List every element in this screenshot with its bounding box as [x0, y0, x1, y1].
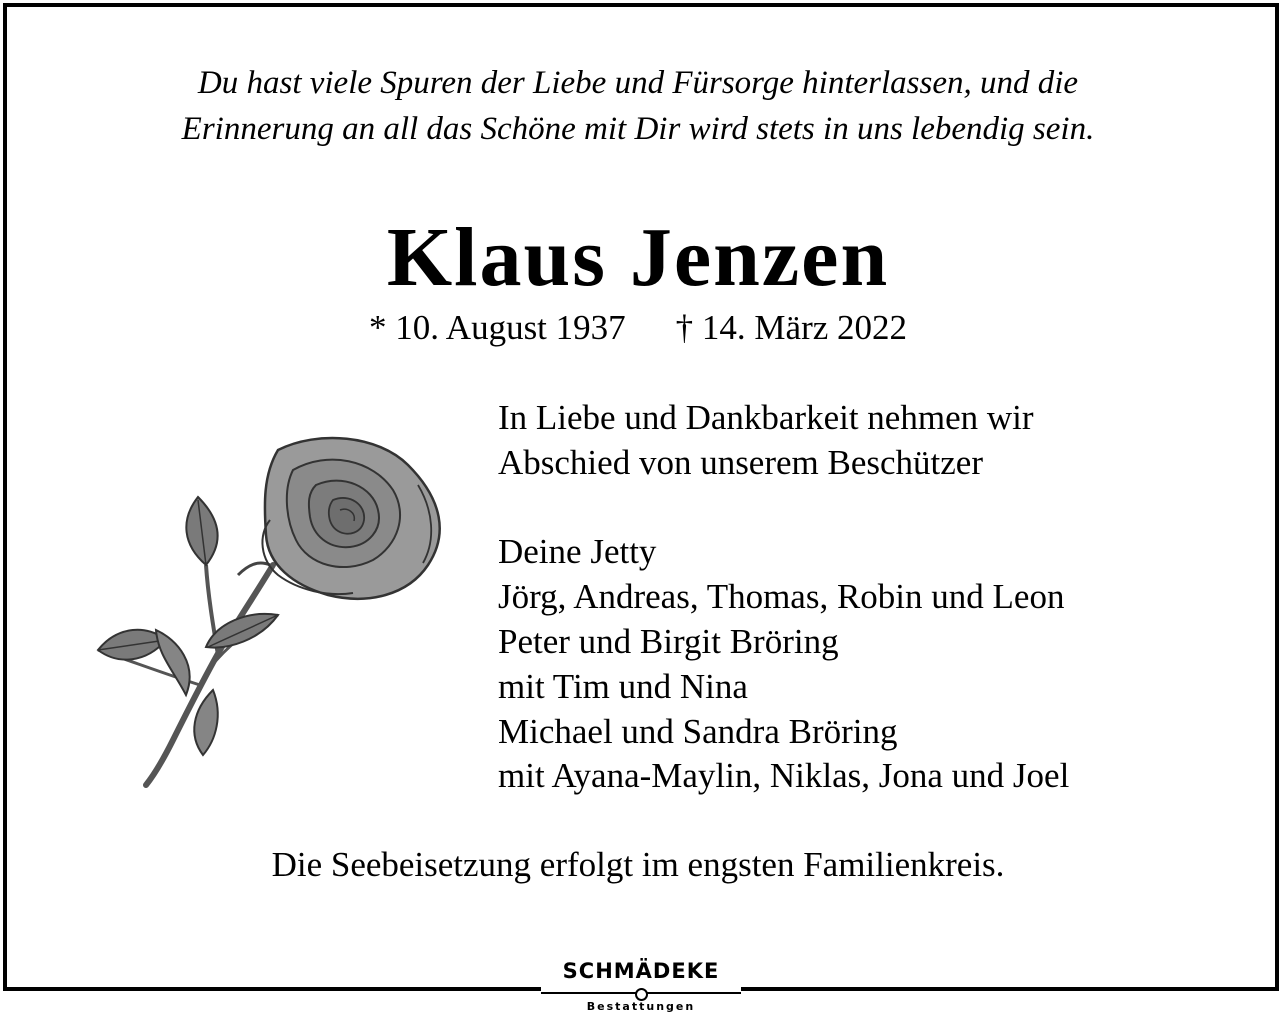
logo-subtitle: Bestattungen	[586, 1000, 696, 1013]
mourner-line: mit Ayana-Maylin, Niklas, Jona und Joel	[498, 756, 1070, 796]
quote-line-1: Du hast viele Spuren der Liebe und Fürsorge hinterlassen, und die	[197, 65, 1079, 101]
mourner-line: Michael und Sandra Bröring	[498, 711, 898, 751]
mourner-line: Deine Jetty	[498, 532, 657, 572]
funeral-home-logo	[541, 950, 741, 1018]
mourner-line: Jörg, Andreas, Thomas, Robin und Leon	[498, 577, 1065, 617]
burial-note: Die Seebeisetzung erfolgt im engsten Familienkreis.	[271, 845, 1005, 884]
death-date: † 14. März 2022	[675, 308, 908, 347]
mourner-line: Peter und Birgit Bröring	[498, 621, 839, 661]
message-line-1: In Liebe und Dankbarkeit nehmen wir	[498, 398, 1034, 437]
quote-line-2: Erinnerung an all das Schöne mit Dir wird stets in uns lebendig sein.	[181, 111, 1095, 147]
spacer	[498, 486, 1069, 531]
rose-icon	[88, 425, 458, 790]
deceased-name: Klaus Jenzen	[386, 211, 890, 304]
notice-body	[498, 396, 1069, 799]
memorial-quote	[0, 60, 1276, 152]
mourner-line: mit Tim und Nina	[498, 666, 748, 706]
life-dates	[0, 306, 1276, 350]
birth-date: * 10. August 1937	[368, 308, 626, 347]
message-line-2: Abschied von unserem Beschützer	[498, 442, 983, 482]
logo-title: SCHMÄDEKE	[562, 959, 720, 983]
